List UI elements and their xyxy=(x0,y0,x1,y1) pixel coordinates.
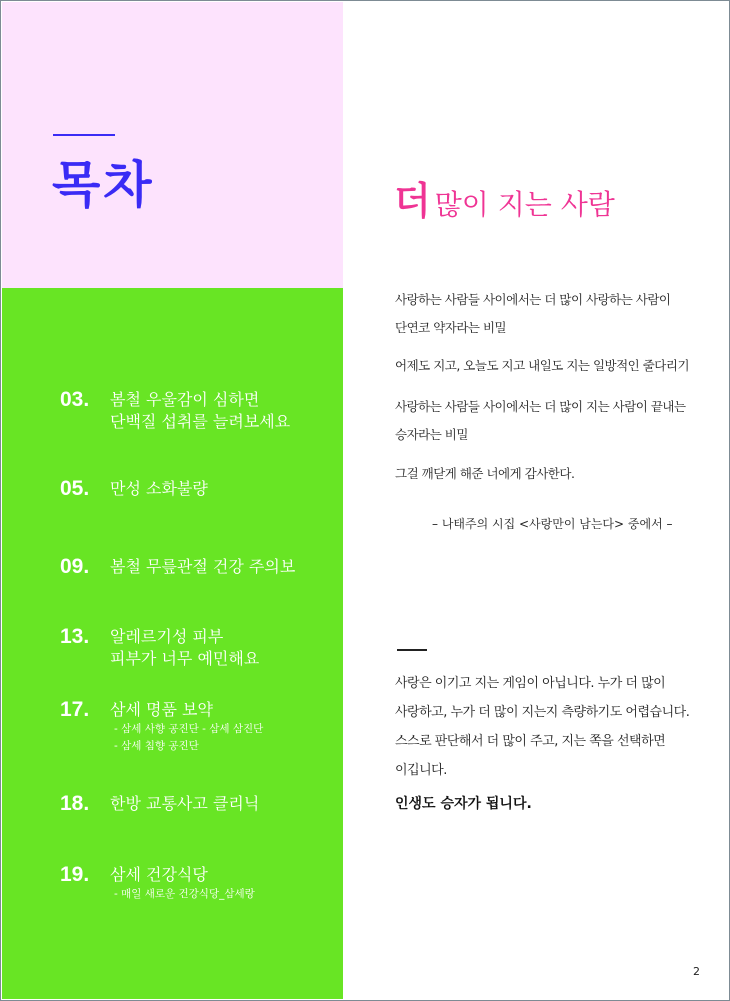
toc-item-title: 만성 소화불량 xyxy=(110,479,208,498)
body-line: 사랑하고, 누가 더 많이 지는지 측량하기도 어렵습니다. xyxy=(395,705,690,720)
toc-header-panel xyxy=(2,2,343,288)
toc-item-number: 09. xyxy=(60,555,90,578)
toc-item-subtitle: - 매일 새로운 건강식당_삼세랑 xyxy=(114,888,255,900)
toc-item-title: 피부가 너무 예민해요 xyxy=(110,649,260,668)
toc-item-title: 삼세 명품 보약 xyxy=(110,700,213,719)
article-title-emphasis: 더 xyxy=(394,179,431,223)
section-divider xyxy=(397,649,427,651)
toc-item-subtitle: - 삼세 사향 공진단 - 삼세 삼진단 xyxy=(114,723,264,735)
toc-item-title: 한방 교통사고 클리닉 xyxy=(110,794,260,813)
poem-citation: – 나태주의 시집 <사랑만이 남는다> 중에서 – xyxy=(432,517,673,531)
toc-item-number: 18. xyxy=(60,792,90,815)
toc-item-number: 13. xyxy=(60,625,90,648)
poem-line: 그걸 깨닫게 해준 너에게 감사한다. xyxy=(395,466,575,481)
article-title xyxy=(394,170,615,225)
poem-line: 사랑하는 사람들 사이에서는 더 많이 지는 사람이 끝내는 xyxy=(395,399,686,414)
toc-item-subtitle: - 삼세 침향 공진단 xyxy=(114,740,199,752)
toc-item-number: 03. xyxy=(60,388,90,411)
poem-stanza xyxy=(395,286,695,342)
toc-item-title: 봄철 우울감이 심하면 xyxy=(110,390,260,409)
body-line: 사랑은 이기고 지는 게임이 아닙니다. 누가 더 많이 xyxy=(395,676,666,691)
poem-line: 사랑하는 사람들 사이에서는 더 많이 사랑하는 사람이 xyxy=(395,292,671,307)
poem-stanza xyxy=(395,352,695,380)
toc-item-number: 19. xyxy=(60,863,90,886)
toc-heading: 목차 xyxy=(52,156,155,214)
toc-item-title: 단백질 섭취를 늘려보세요 xyxy=(110,412,291,431)
page-number: 2 xyxy=(693,965,700,978)
poem-stanza xyxy=(395,460,695,488)
poem-line: 승자라는 비밀 xyxy=(395,427,468,442)
closing-statement: 인생도 승자가 됩니다. xyxy=(395,796,532,812)
toc-item-number: 17. xyxy=(60,698,90,721)
poem-line: 어제도 지고, 오늘도 지고 내일도 지는 일방적인 줄다리기 xyxy=(395,358,690,373)
toc-item-title: 봄철 무릎관절 건강 주의보 xyxy=(110,557,296,576)
body-line: 스스로 판단해서 더 많이 주고, 지는 쪽을 선택하면 xyxy=(395,734,666,749)
article-title-rest: 많이 지는 사람 xyxy=(434,188,615,221)
toc-heading-rule xyxy=(53,134,115,136)
article-body xyxy=(395,669,695,785)
poem-line: 단연코 약자라는 비밀 xyxy=(395,320,507,335)
body-line: 이깁니다. xyxy=(395,763,447,778)
toc-item-number: 05. xyxy=(60,477,90,500)
poem-stanza xyxy=(395,393,695,449)
toc-item-title: 알레르기성 피부 xyxy=(110,627,224,646)
toc-item-title: 삼세 건강식당 xyxy=(110,865,208,884)
